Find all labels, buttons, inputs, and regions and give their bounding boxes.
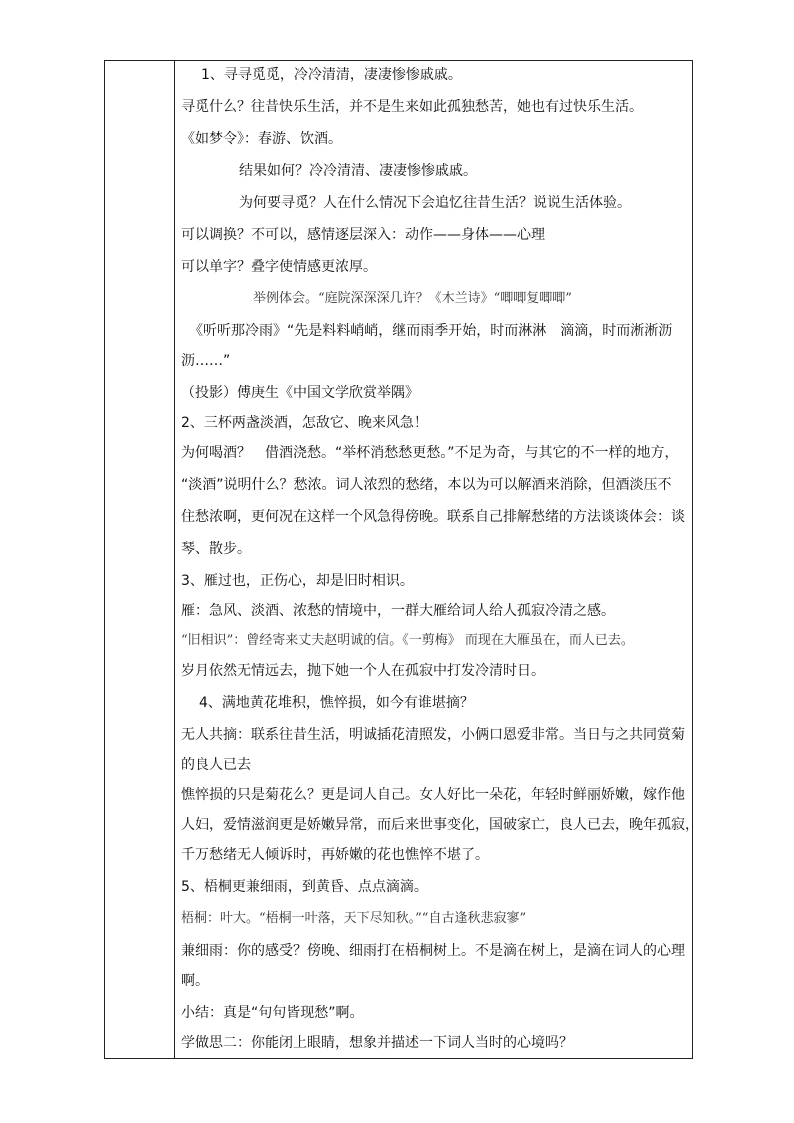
text-line: 千万愁绪无人倾诉时，再娇嫩的花也憔悴不堪了。 [181, 847, 489, 863]
text-line: 结果如何？冷冷清清、凄凄惨惨戚戚。 [239, 163, 477, 179]
lesson-table [104, 60, 699, 1059]
text-line: 岁月依然无情远去，抛下她一个人在孤寂中打发冷清时日。 [181, 663, 545, 679]
text-line: 2、三杯两盏淡酒，怎敌它、晚来风急！ [181, 415, 428, 431]
text-line: 5、梧桐更兼细雨，到黄昏、点点滴滴。 [181, 879, 428, 895]
text-line: 的良人已去 [181, 757, 251, 773]
text-line: 可以调换？不可以，感情逐层深入：动作——身体——心理 [181, 227, 545, 243]
left-column-cell [105, 61, 175, 1058]
text-line: 雁：急风、淡酒、浓愁的情境中，一群大雁给词人给人孤寂冷清之感。 [181, 603, 615, 619]
text-line: 1、寻寻觅觅，冷冷清清，凄凄惨惨戚戚。 [201, 67, 462, 83]
text-line: 住愁浓啊，更何况在这样一个风急得傍晚。联系自己排解愁绪的方法谈谈体会：谈 [181, 509, 685, 525]
text-line: （投影）傅庚生《中国文学欣赏举隅》 [181, 385, 419, 401]
text-line: 学做思二：你能闭上眼睛，想象并描述一下词人当时的心境吗？ [181, 1035, 573, 1051]
text-line: 沥……” [181, 353, 231, 369]
text-line: 3、雁过也，正伤心，却是旧时相识。 [181, 573, 414, 589]
text-line: “旧相识”：曾经寄来丈夫赵明诚的信。《一剪梅》 而现在大雁虽在，而人已去。 [181, 633, 634, 648]
text-line: “淡酒”说明什么？愁浓。词人浓烈的愁绪，本以为可以解酒来消除，但酒淡压不 [181, 477, 672, 493]
text-line: 人妇，爱情滋润更是娇嫩异常，而后来世事变化，国破家亡，良人已去，晚年孤寂， [181, 817, 699, 833]
text-line: 琴、散步。 [181, 541, 251, 557]
text-line: 梧桐：叶大。“梧桐一叶落，天下尽知秋。”“自古逢秋悲寂寥” [181, 911, 527, 926]
text-line: 为何要寻觅？人在什么情况下会追忆往昔生活？说说生活体验。 [239, 195, 631, 211]
text-line: 小结：真是“句句皆现愁”啊。 [181, 1005, 364, 1021]
text-line: 举例体会。“庭院深深深几许？《木兰诗》“唧唧复唧唧” [253, 291, 572, 306]
text-line: 4、满地黄花堆积，憔悴损，如今有谁堪摘？ [199, 695, 474, 711]
text-line: 《听听那冷雨》“先是料料峭峭，继而雨季开始，时而淋淋 滴滴，时而淅淅沥 [189, 323, 673, 339]
text-line: 啊。 [181, 973, 209, 989]
text-line: 憔悴损的只是菊花么？更是词人自己。女人好比一朵花，年轻时鲜丽娇嫩，嫁作他 [181, 787, 685, 803]
text-line: 兼细雨：你的感受？傍晚、细雨打在梧桐树上。不是滴在树上，是滴在词人的心理 [181, 943, 685, 959]
text-line: 为何喝酒？ 借酒浇愁。“举杯消愁愁更愁。”不足为奇，与其它的不一样的地方， [181, 445, 679, 461]
text-line: 寻觅什么？往昔快乐生活，并不是生来如此孤独愁苦，她也有过快乐生活。 [181, 99, 643, 115]
text-line: 可以单字？叠字使情感更浓厚。 [181, 259, 377, 275]
text-line: 《如梦令》：春游、饮酒。 [181, 131, 342, 147]
text-line: 无人共摘：联系往昔生活，明诚插花清照发，小俩口恩爱非常。当日与之共同赏菊 [181, 727, 685, 743]
